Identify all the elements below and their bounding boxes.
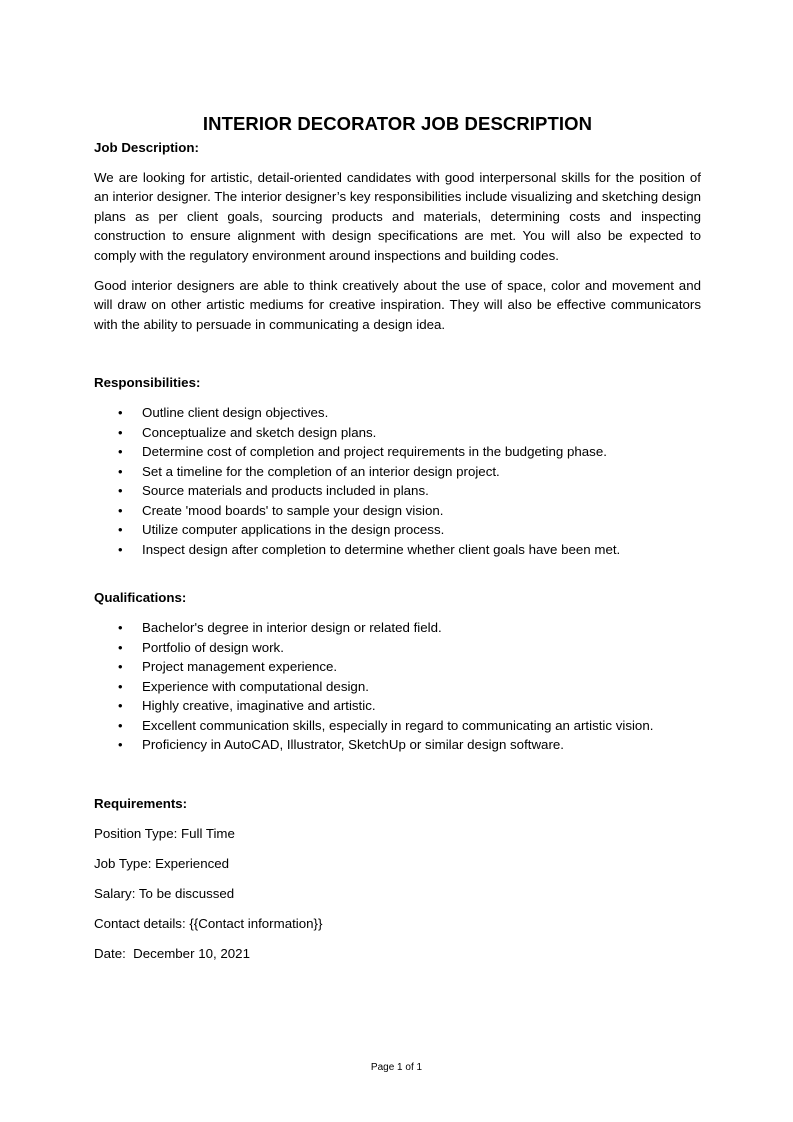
job-description-heading: Job Description: — [94, 140, 199, 155]
bullet-icon: • — [118, 541, 123, 557]
bullet-icon: • — [118, 620, 123, 635]
date: Date: December 10, 2021 — [94, 946, 250, 961]
bullet-icon: • — [118, 678, 123, 694]
bullet-icon: • — [118, 463, 123, 479]
document-title: INTERIOR DECORATOR JOB DESCRIPTION — [202, 113, 593, 134]
salary: Salary: To be discussed — [94, 886, 235, 901]
list-item-text: Bachelor's degree in interior design or related field. — [142, 620, 442, 635]
list-item-text: Conceptualize and sketch design plans. — [142, 424, 377, 440]
bullet-icon: • — [118, 444, 123, 459]
list-item — [94, 481, 701, 501]
list-item — [94, 442, 701, 462]
bullet-icon: • — [118, 717, 123, 733]
bullet-icon: • — [118, 502, 123, 518]
list-item — [94, 696, 701, 716]
list-item-text: Excellent communication skills, especially in regard to communicating an artistic vision. — [142, 717, 654, 733]
bullet-icon: • — [118, 737, 123, 752]
list-item — [94, 677, 701, 697]
bullet-icon: • — [118, 483, 123, 498]
list-item-text: Set a timeline for the completion of an interior design project. — [142, 463, 500, 479]
list-item — [94, 638, 701, 658]
job-description-paragraph-2: Good interior designers are able to think creatively about the use of space, color and movement and will draw on other artistic mediums for creative inspiration. They will also be effective communicators with the ability to persuade in communicating a design idea. — [94, 278, 701, 332]
list-item — [94, 735, 701, 755]
list-item — [94, 540, 701, 560]
job-description-paragraph-1: We are looking for artistic, detail-oriented candidates with good interpersonal skills for the position of an interior designer. The interior designer’s key responsibilities include visualizing and sketching design plans as per client goals, sourcing products and materials, determining costs and inspecting construction to ensure alignment with design specifications are met. You will also be expected to comply with the regulatory environment around inspections and building codes. — [94, 170, 701, 263]
job-type: Job Type: Experienced — [94, 856, 230, 871]
list-item-text: Utilize computer applications in the design process. — [142, 522, 445, 537]
list-item-text: Source materials and products included in plans. — [142, 483, 429, 498]
bullet-icon: • — [118, 405, 123, 420]
responsibilities-heading: Responsibilities: — [94, 375, 201, 390]
position-type: Position Type: Full Time — [94, 826, 235, 841]
bullet-icon: • — [118, 639, 123, 655]
list-item — [94, 462, 701, 482]
list-item-text: Experience with computational design. — [142, 678, 369, 694]
list-item-text: Highly creative, imaginative and artistic. — [142, 698, 376, 713]
qualifications-list — [94, 618, 701, 755]
list-item — [94, 501, 701, 521]
page-number-footer: Page 1 of 1 — [370, 1062, 423, 1073]
bullet-icon: • — [118, 424, 123, 440]
list-item — [94, 520, 701, 540]
responsibilities-list — [94, 403, 701, 559]
list-item-text: Determine cost of completion and project requirements in the budgeting phase. — [142, 444, 607, 459]
requirements-heading: Requirements: — [94, 796, 188, 811]
list-item-text: Project management experience. — [142, 659, 338, 674]
list-item-text: Create 'mood boards' to sample your design vision. — [142, 502, 444, 518]
bullet-icon: • — [118, 659, 123, 674]
list-item-text: Portfolio of design work. — [142, 639, 284, 655]
list-item-text: Proficiency in AutoCAD, Illustrator, SketchUp or similar design software. — [142, 737, 564, 752]
list-item — [94, 403, 701, 423]
list-item-text: Inspect design after completion to determine whether client goals have been met. — [142, 541, 621, 557]
qualifications-heading: Qualifications: — [94, 590, 187, 605]
bullet-icon: • — [118, 698, 123, 713]
list-item — [94, 657, 701, 677]
list-item — [94, 716, 701, 736]
bullet-icon: • — [118, 522, 123, 537]
list-item-text: Outline client design objectives. — [142, 405, 329, 420]
contact-details: Contact details: {{Contact information}} — [94, 916, 323, 931]
list-item — [94, 618, 701, 638]
list-item — [94, 423, 701, 443]
